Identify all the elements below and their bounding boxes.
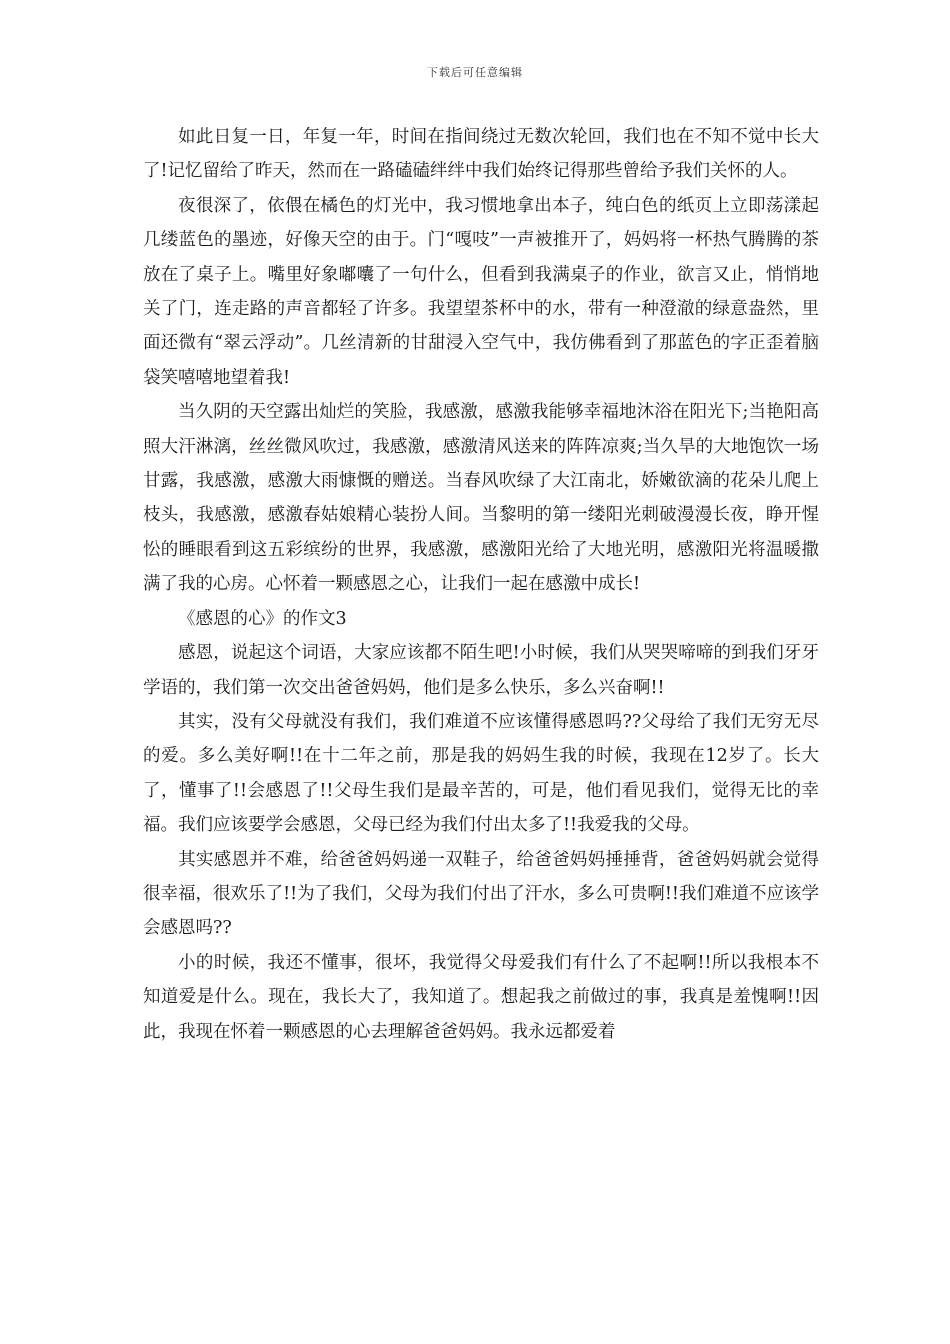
page-header-note: 下载后可任意编辑: [427, 66, 523, 79]
paragraph-7: 小的时候，我还不懂事，很坏，我觉得父母爱我们有什么了不起啊!!所以我根本不知道爱是什么。现在，我长大了，我知道了。想起我之前做过的事，我真是羞愧啊!!因此，我现在怀着一颗感恩的心去理解爸爸妈妈。我永远都爱着: [143, 952, 819, 1042]
paragraph-3: 当久阴的天空露出灿烂的笑脸，我感激，感激我能够幸福地沐浴在阳光下;当艳阳高照大汗淋漓，丝丝微风吹过，我感激，感激清风送来的阵阵凉爽;当久旱的大地饱饮一场甘露，我感激，感激大雨慷慨的赠送。当春风吹绿了大江南北，娇嫩欲滴的花朵儿爬上枝头，我感激，感激春姑娘精心装扮人间。当黎明的第一缕阳光刺破漫漫长夜，睁开惺忪的睡眼看到这五彩缤纷的世界，我感激，感激阳光给了大地光明，感激阳光将温暖撒满了我的心房。心怀着一颗感恩之心，让我们一起在感激中成长!: [143, 402, 819, 595]
document-body: [143, 120, 819, 1049]
paragraph-5: 其实，没有父母就没有我们，我们难道不应该懂得感恩吗??父母给了我们无穷无尽的爱。多么美好啊!!在十二年之前，那是我的妈妈生我的时候，我现在12岁了。长大了，懂事了!!会感恩了!!父母生我们是最辛苦的，可是，他们看见我们，觉得无比的幸福。我们应该要学会感恩，父母已经为我们付出太多了!!我爱我的父母。: [143, 711, 819, 836]
essay-subtitle: 《感恩的心》的作文3: [178, 608, 347, 629]
paragraph-4: 感恩，说起这个词语，大家应该都不陌生吧!小时候，我们从哭哭啼啼的到我们牙牙学语的，我们第一次交出爸爸妈妈，他们是多么快乐，多么兴奋啊!!: [143, 643, 819, 698]
paragraph-6: 其实感恩并不难，给爸爸妈妈递一双鞋子，给爸爸妈妈捶捶背，爸爸妈妈就会觉得很幸福，很欢乐了!!为了我们，父母为我们付出了汗水，多么可贵啊!!我们难道不应该学会感恩吗??: [143, 849, 819, 939]
paragraph-1: 如此日复一日，年复一年，时间在指间绕过无数次轮回，我们也在不知不觉中长大了!记忆留给了昨天，然而在一路磕磕绊绊中我们始终记得那些曾给予我们关怀的人。: [143, 127, 819, 182]
paragraph-2: 夜很深了，依偎在橘色的灯光中，我习惯地拿出本子，纯白色的纸页上立即荡漾起几缕蓝色的墨迹，好像天空的由于。门“嘎吱”一声被推开了，妈妈将一杯热气腾腾的茶放在了桌子上。嘴里好象嘟囔了一句什么，但看到我满桌子的作业，欲言又止，悄悄地关了门，连走路的声音都轻了许多。我望望茶杯中的水，带有一种澄澈的绿意盎然，里面还微有“翠云浮动”。几丝清新的甘甜浸入空气中，我仿佛看到了那蓝色的字正歪着脑袋笑嘻嘻地望着我!: [143, 195, 819, 388]
